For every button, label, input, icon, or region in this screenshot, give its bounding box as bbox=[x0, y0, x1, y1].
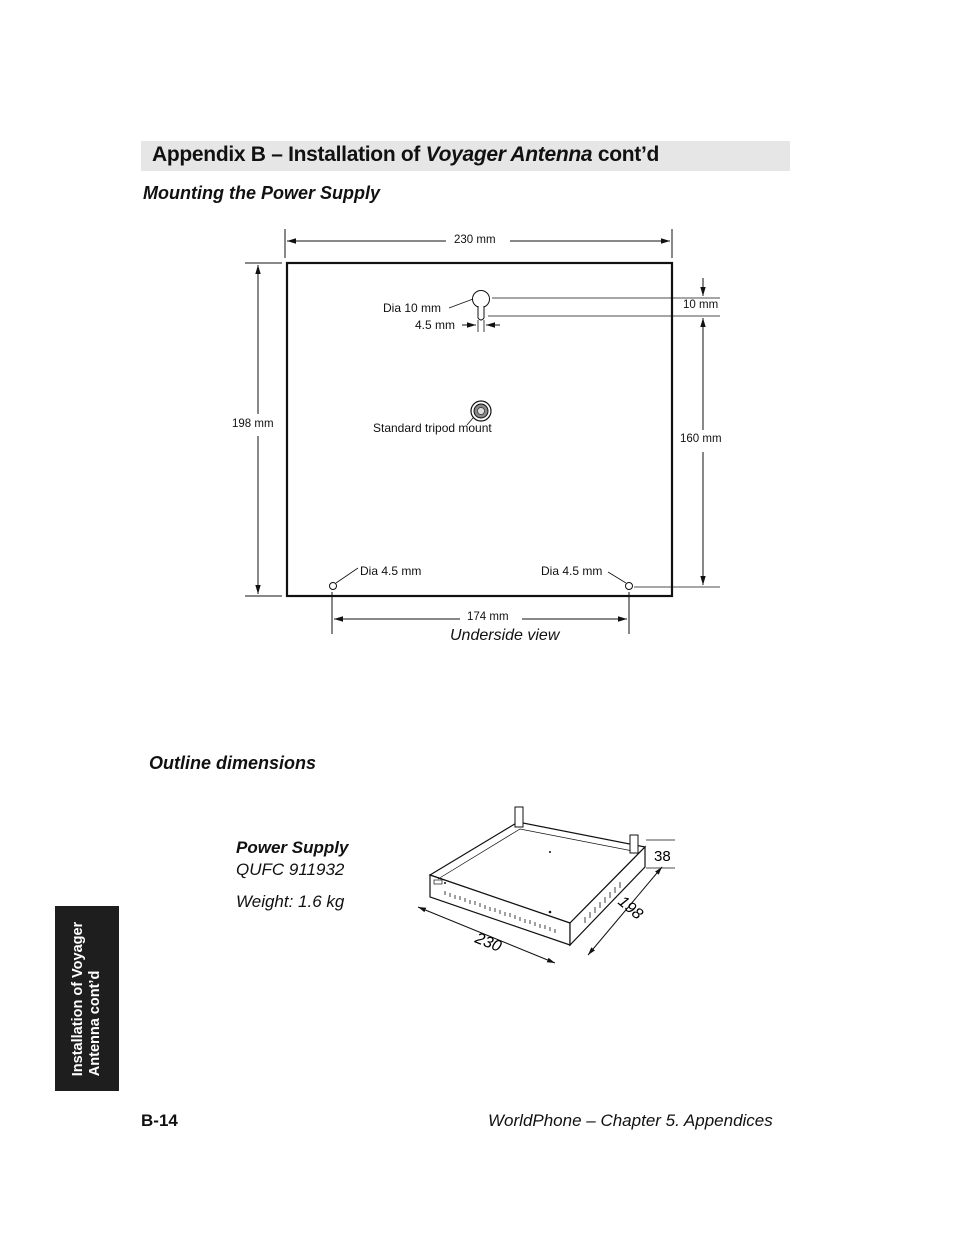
side-tab-line1: Installation of Voyager bbox=[70, 921, 86, 1076]
outline-length-label: 230 bbox=[472, 929, 504, 956]
slot-width-label: 4.5 mm bbox=[415, 318, 456, 332]
side-tab-line2: Antenna cont’d bbox=[87, 970, 103, 1076]
dim-width-230: 230 mm bbox=[454, 234, 496, 246]
dim-offset-10: 10 mm bbox=[683, 299, 719, 311]
outline-depth-label: 198 bbox=[614, 893, 646, 924]
side-tab-label bbox=[70, 921, 104, 1075]
mounting-heading: Mounting the Power Supply bbox=[143, 183, 380, 203]
dim-height-198: 198 mm bbox=[232, 418, 274, 430]
page-title: Appendix B – Installation of Voyager Antenna cont’d bbox=[152, 143, 660, 166]
product-weight: Weight: 1.6 kg bbox=[236, 892, 345, 911]
keyhole-dia-label: Dia 10 mm bbox=[383, 301, 442, 315]
page-title-italic: Voyager Antenna bbox=[425, 143, 593, 166]
dim-height-160: 160 mm bbox=[680, 433, 722, 445]
product-model: QUFC 911932 bbox=[236, 860, 345, 879]
product-title: Power Supply bbox=[236, 838, 349, 857]
dim-spacing-174: 174 mm bbox=[467, 611, 509, 623]
power-supply-drawing bbox=[400, 795, 700, 985]
tripod-label: Standard tripod mount bbox=[373, 421, 492, 435]
outline-height-label: 38 bbox=[654, 848, 671, 865]
chapter-footer: WorldPhone – Chapter 5. Appendices bbox=[488, 1111, 773, 1130]
side-tab bbox=[55, 906, 119, 1091]
page-number: B-14 bbox=[141, 1111, 178, 1130]
hole-right-label: Dia 4.5 mm bbox=[541, 564, 603, 578]
outline-heading: Outline dimensions bbox=[149, 753, 317, 773]
hole-left-label: Dia 4.5 mm bbox=[360, 564, 422, 578]
underside-caption: Underside view bbox=[450, 627, 560, 644]
